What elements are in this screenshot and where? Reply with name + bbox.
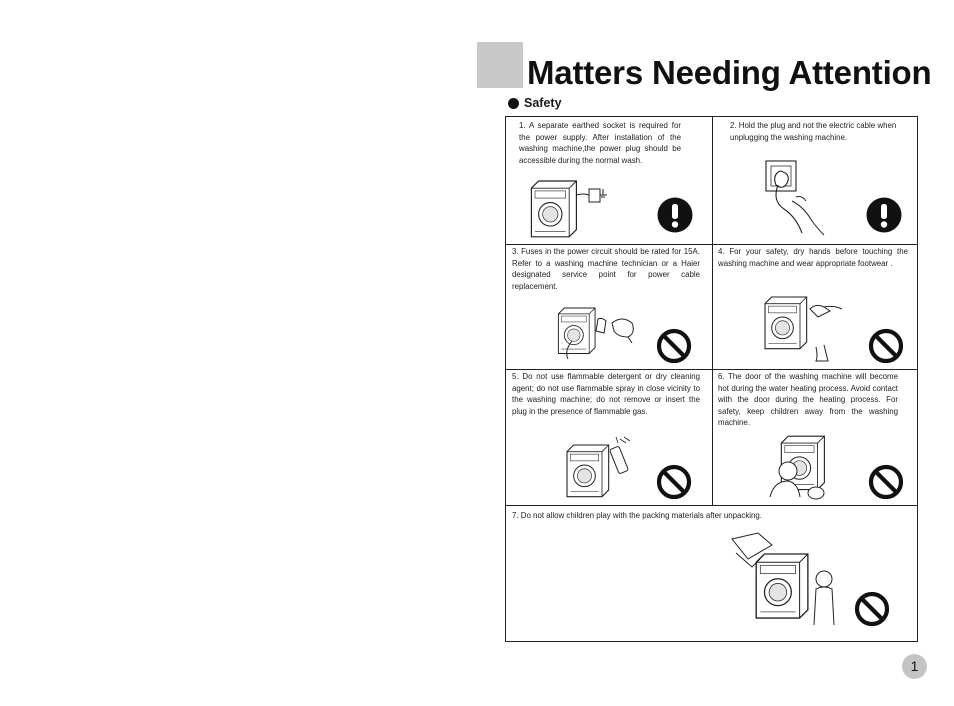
page-title: Matters Needing Attention [527,54,932,91]
exclamation-icon [657,197,693,233]
page-number: 1 [902,654,927,679]
child-door-illustration [760,431,844,503]
safety-item-3-text: 3. Fuses in the power circuit should be rated for 15A. Refer to a washing machine technician or a Haier designated service point for power cable replacement. [512,247,700,291]
prohibition-icon [656,328,692,364]
exclamation-icon [866,197,902,233]
safety-item-6-text: 6. The door of the washing machine will become hot during the water heating process. Avoid contact with the door during the heating process. For safety, keep children away from the washing machine. [718,372,898,428]
section-label: Safety [524,96,562,110]
safety-grid [505,116,918,642]
cable-illustration [552,301,638,363]
unplug-illustration [762,157,830,237]
safety-item-2-text: 2. Hold the plug and not the electric cable when unplugging the washing machine. [730,121,897,142]
prohibition-icon [868,328,904,364]
safety-item-4-text: 4. For your safety, dry hands before touching the washing machine and wear appropriate footwear . [718,247,908,268]
grid-divider [506,505,917,506]
bullet-icon [508,98,519,109]
packing-materials-illustration [728,531,840,629]
flammable-spray-illustration [560,433,636,505]
header-gray-square [477,42,523,88]
wet-hands-illustration [758,287,844,365]
grid-divider [712,117,713,505]
washer-socket-illustration [526,175,608,243]
section-heading [508,96,562,110]
prohibition-icon [656,464,692,500]
prohibition-icon [868,464,904,500]
safety-item-7-text: 7. Do not allow children play with the packing materials after unpacking. [512,511,763,520]
prohibition-icon [854,591,890,627]
safety-item-1-text: 1. A separate earthed socket is required for the power supply. After installation of the washing machine,the power plug should be accessible during the normal wash. [519,121,681,165]
safety-item-5-text: 5. Do not use flammable detergent or dry cleaning agent; do not use flammable spray in close vicinity to the washing machine; do not remove or insert the plug in the presence of flammable gas. [512,372,700,416]
